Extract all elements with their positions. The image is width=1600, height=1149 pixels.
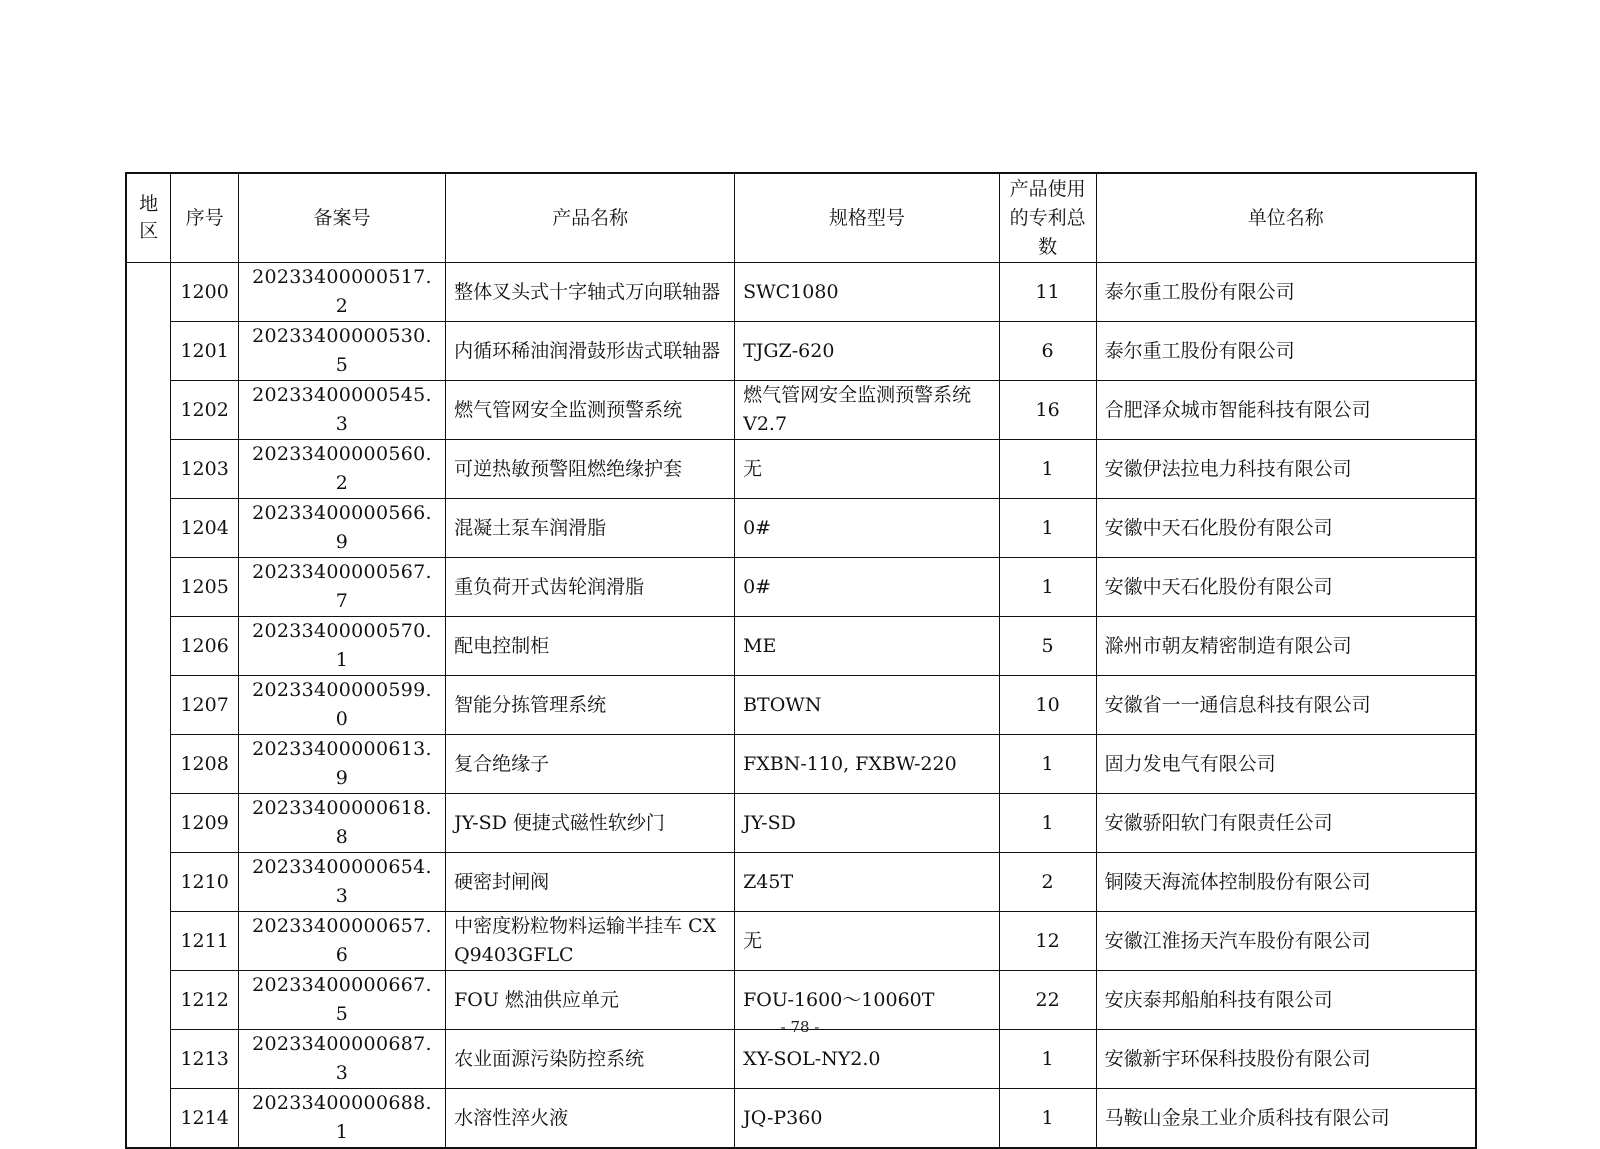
cell-model: SWC1080	[735, 263, 999, 322]
table-row	[126, 1030, 1476, 1089]
cell-model: ME	[735, 617, 999, 676]
cell-model: 0#	[735, 558, 999, 617]
cell-company: 铜陵天海流体控制股份有限公司	[1096, 853, 1476, 912]
header-product: 产品名称	[446, 173, 735, 263]
header-patents: 产品使用的专利总数	[999, 173, 1096, 263]
cell-model: 无	[735, 912, 999, 971]
table-row	[126, 558, 1476, 617]
cell-company: 安徽伊法拉电力科技有限公司	[1096, 440, 1476, 499]
cell-patents: 22	[999, 971, 1096, 1030]
cell-model: XY-SOL-NY2.0	[735, 1030, 999, 1089]
cell-model: FOU-1600～10060T	[735, 971, 999, 1030]
header-region: 地区	[126, 173, 171, 263]
cell-product: 复合绝缘子	[446, 735, 735, 794]
cell-seq: 1208	[171, 735, 238, 794]
cell-patents: 1	[999, 440, 1096, 499]
cell-patents: 1	[999, 1089, 1096, 1149]
cell-model: JQ-P360	[735, 1089, 999, 1149]
cell-company: 马鞍山金泉工业介质科技有限公司	[1096, 1089, 1476, 1149]
cell-company: 安徽骄阳软门有限责任公司	[1096, 794, 1476, 853]
cell-company: 安徽省一一通信息科技有限公司	[1096, 676, 1476, 735]
cell-patents: 16	[999, 381, 1096, 440]
cell-model: BTOWN	[735, 676, 999, 735]
cell-product: 水溶性淬火液	[446, 1089, 735, 1149]
table-header-row	[126, 173, 1476, 263]
cell-record: 20233400000667.5	[238, 971, 445, 1030]
cell-model: TJGZ-620	[735, 322, 999, 381]
cell-record: 20233400000657.6	[238, 912, 445, 971]
cell-company: 安徽中天石化股份有限公司	[1096, 499, 1476, 558]
cell-product: 重负荷开式齿轮润滑脂	[446, 558, 735, 617]
cell-record: 20233400000618.8	[238, 794, 445, 853]
table-row	[126, 912, 1476, 971]
cell-model: Z45T	[735, 853, 999, 912]
cell-product: 燃气管网安全监测预警系统	[446, 381, 735, 440]
cell-record: 20233400000599.0	[238, 676, 445, 735]
cell-patents: 11	[999, 263, 1096, 322]
cell-patents: 1	[999, 499, 1096, 558]
cell-seq: 1213	[171, 1030, 238, 1089]
cell-company: 安庆泰邦船舶科技有限公司	[1096, 971, 1476, 1030]
header-record: 备案号	[238, 173, 445, 263]
cell-record: 20233400000613.9	[238, 735, 445, 794]
cell-patents: 1	[999, 735, 1096, 794]
cell-seq: 1202	[171, 381, 238, 440]
cell-product: 可逆热敏预警阻燃绝缘护套	[446, 440, 735, 499]
cell-product: 智能分拣管理系统	[446, 676, 735, 735]
cell-record: 20233400000687.3	[238, 1030, 445, 1089]
cell-model: JY-SD	[735, 794, 999, 853]
cell-product: 混凝土泵车润滑脂	[446, 499, 735, 558]
cell-record: 20233400000530.5	[238, 322, 445, 381]
cell-product: 整体叉头式十字轴式万向联轴器	[446, 263, 735, 322]
cell-company: 安徽中天石化股份有限公司	[1096, 558, 1476, 617]
cell-model: 无	[735, 440, 999, 499]
table-row	[126, 322, 1476, 381]
cell-seq: 1212	[171, 971, 238, 1030]
patent-product-table	[125, 172, 1477, 1149]
cell-record: 20233400000570.1	[238, 617, 445, 676]
cell-patents: 2	[999, 853, 1096, 912]
cell-seq: 1201	[171, 322, 238, 381]
cell-record: 20233400000688.1	[238, 1089, 445, 1149]
cell-seq: 1214	[171, 1089, 238, 1149]
cell-company: 泰尔重工股份有限公司	[1096, 263, 1476, 322]
cell-product: FOU 燃油供应单元	[446, 971, 735, 1030]
cell-model: 燃气管网安全监测预警系统 V2.7	[735, 381, 999, 440]
cell-company: 固力发电气有限公司	[1096, 735, 1476, 794]
cell-product: 中密度粉粒物料运输半挂车 CXQ9403GFLC	[446, 912, 735, 971]
table-row	[126, 381, 1476, 440]
cell-company: 泰尔重工股份有限公司	[1096, 322, 1476, 381]
cell-patents: 1	[999, 558, 1096, 617]
cell-seq: 1209	[171, 794, 238, 853]
cell-product: 硬密封闸阀	[446, 853, 735, 912]
page-number: - 78 -	[780, 1018, 820, 1036]
table-row	[126, 1089, 1476, 1149]
cell-product: JY-SD 便捷式磁性软纱门	[446, 794, 735, 853]
table-row	[126, 499, 1476, 558]
table-row	[126, 735, 1476, 794]
table-row	[126, 440, 1476, 499]
header-seq: 序号	[171, 173, 238, 263]
cell-seq: 1205	[171, 558, 238, 617]
region-cell	[126, 263, 171, 1149]
cell-product: 配电控制柜	[446, 617, 735, 676]
table-row	[126, 676, 1476, 735]
cell-record: 20233400000517.2	[238, 263, 445, 322]
cell-model: FXBN-110, FXBW-220	[735, 735, 999, 794]
cell-company: 合肥泽众城市智能科技有限公司	[1096, 381, 1476, 440]
cell-seq: 1211	[171, 912, 238, 971]
cell-patents: 1	[999, 1030, 1096, 1089]
header-model: 规格型号	[735, 173, 999, 263]
table-row	[126, 263, 1476, 322]
cell-patents: 1	[999, 794, 1096, 853]
cell-record: 20233400000560.2	[238, 440, 445, 499]
cell-patents: 12	[999, 912, 1096, 971]
cell-seq: 1200	[171, 263, 238, 322]
cell-record: 20233400000566.9	[238, 499, 445, 558]
cell-record: 20233400000567.7	[238, 558, 445, 617]
cell-product: 农业面源污染防控系统	[446, 1030, 735, 1089]
cell-patents: 5	[999, 617, 1096, 676]
table-row	[126, 853, 1476, 912]
cell-record: 20233400000654.3	[238, 853, 445, 912]
cell-company: 安徽江淮扬天汽车股份有限公司	[1096, 912, 1476, 971]
cell-patents: 6	[999, 322, 1096, 381]
header-company: 单位名称	[1096, 173, 1476, 263]
cell-model: 0#	[735, 499, 999, 558]
table-row	[126, 617, 1476, 676]
cell-seq: 1210	[171, 853, 238, 912]
cell-company: 滁州市朝友精密制造有限公司	[1096, 617, 1476, 676]
cell-patents: 10	[999, 676, 1096, 735]
cell-seq: 1204	[171, 499, 238, 558]
cell-company: 安徽新宇环保科技股份有限公司	[1096, 1030, 1476, 1089]
table-row	[126, 794, 1476, 853]
cell-seq: 1206	[171, 617, 238, 676]
cell-seq: 1203	[171, 440, 238, 499]
cell-seq: 1207	[171, 676, 238, 735]
cell-record: 20233400000545.3	[238, 381, 445, 440]
cell-product: 内循环稀油润滑鼓形齿式联轴器	[446, 322, 735, 381]
